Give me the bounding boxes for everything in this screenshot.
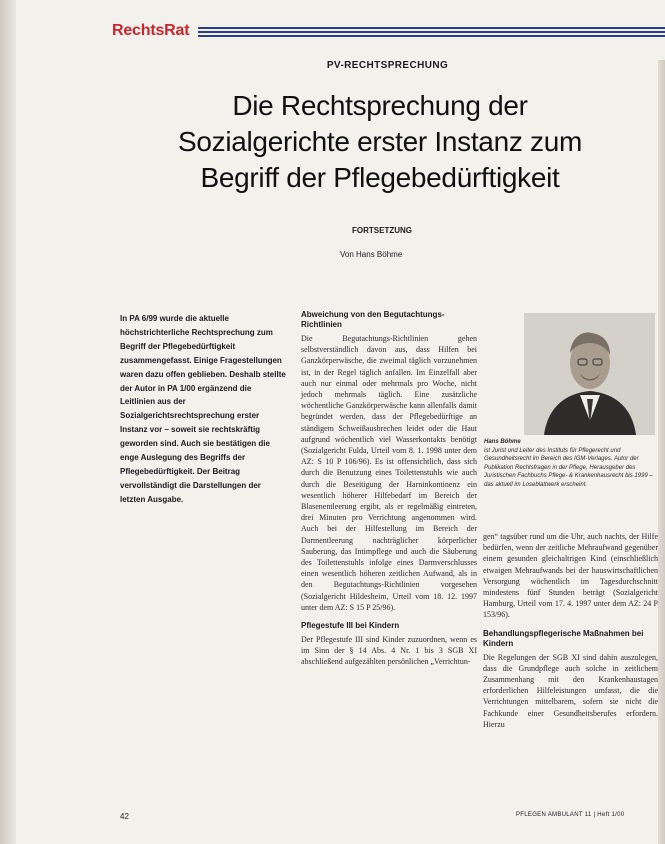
subheading: Behandlungspflegerische Maßnahmen bei Kindern <box>483 628 644 648</box>
author-photo <box>524 313 655 435</box>
header-rule <box>198 35 665 37</box>
subheading: Pflegestufe III bei Kindern <box>301 621 400 631</box>
body-paragraph: Der Pflegestufe III sind Kinder zuzuordnen, wenn es im Sinn der § 14 Abs. 4 Nr. 1 bis 3 SGB XI abschließend aufgezählten persönlichen „Verrichtun- <box>301 635 477 667</box>
journal-footer: PFLEGEN AMBULANT 11 | Heft 1/00 <box>516 812 625 818</box>
byline: Von Hans Böhme <box>340 250 403 259</box>
header-rule <box>198 31 665 33</box>
body-paragraph: Die Begutachtungs-Richtlinien gehen selbstverständlich davon aus, dass Hilfen bei Ganzkörperwäsche, die zweimal täglich vorzunehmen ist, in der Regel täglich anfallen. Im Einzelfall aber auch nur einmal oder mehrmals pro Woche, nicht jedoch mehrmals täglich. Eine zusätzliche wöchentliche Ganzkörperwäsche kann allenfalls damit begründet werden, dass der Pflegebedürftige an ständigem Schweißausbrechen leidet oder die Haut aufgrund wöchentlich viel Wasserkontakts benötigt (Sozialgericht Fulda, Urteil vom 8. 1. 1998 unter dem AZ: S 10 P 106/96). Es ist offensichtlich, dass sich durch die Benutzung eines Toilettenstuhls wie auch durch die Beseitigung der Harninkontinenz ein wesentlich höherer Hilfebedarf im Bereich der Blasenentleerung ergibt, als er regelmäßig eintreten, drei Minuten pro Verrichtung angenommen wird. Auch bei der Hilfestellung im Bereich der Darmentleerung nachträglicher körperlicher Sauberung, das Intimpflege und auch die Säuberung des Toilettenstuhls infolge eines Darmverschlusses einen wesentlich höheren zeitlichen Aufwand, als in den Begutachtungs-Richtlinien vorgesehen (Sozialgericht Hildesheim, Urteil vom 18. 12. 1997 unter dem AZ: S 15 P 25/96). <box>301 334 477 612</box>
body-paragraph: gen“ tagsüber rund um die Uhr, auch nachts, der Hilfe bedürfen, wenn der zeitliche Mehraufwand gegenüber einem gesunden gleichaltrigen Kind (einschließlich etwaigen Mehraufwands bei der hauswirtschaftlichen Versorgung wöchentlich im Tagesdurchschnitt mindestens fünf Stunden beträgt (Sozialgericht Hamburg, Urteil vom 17. 4. 1997 unter dem AZ: 24 P 153/96). <box>483 532 658 620</box>
article-title <box>120 88 640 196</box>
subheading: Abweichung von den Begutachtungs-Richtlinien <box>301 310 445 329</box>
column-right <box>483 531 658 730</box>
column-middle <box>301 310 477 668</box>
page-gutter <box>0 0 16 844</box>
section-label: PV-RECHTSPRECHUNG <box>326 60 449 71</box>
header-rule <box>198 27 665 29</box>
caption-text: ist Jurist und Leiter des Instituts für Pflegerecht und Gesundheitsrecht im Bereich des IGM-Verlages. Autor der Publikation Rechtsfragen in der Pflege, Herausgeber des Juristischen Fachbuchs Pflege- & Krankenhausrecht bis 1999 – das aktuell im Loseblattwerk erscheint. <box>484 447 653 488</box>
continuation-label: FORTSETZUNG <box>352 226 412 235</box>
page-edge <box>658 60 665 844</box>
body-paragraph: Die Regelungen der SGB XI sind dahin auszulegen, dass die Grundpflege auch solche in zeitlichem Zusammenhang mit den Krankenhaustagen erforderlichen Hilfeleistungen umfasst, die die Verrichtungen mittelbarem, sofern sie nicht die Fachkunde einer Gesundheitsberufes erfordern. Hierzu <box>483 652 658 729</box>
title-line: Sozialgerichte erster Instanz zum <box>177 126 583 157</box>
photo-caption <box>484 438 658 490</box>
portrait-image <box>524 313 655 435</box>
caption-name: Hans Böhme <box>484 439 521 445</box>
header <box>112 22 665 44</box>
title-line: Die Rechtsprechung der <box>232 90 528 121</box>
title-line: Begriff der Pflegebedürftigkeit <box>200 162 560 193</box>
brand-logo: RechtsRat <box>112 22 190 39</box>
page-number: 42 <box>120 812 129 821</box>
intro-text: In PA 6/99 wurde die aktuelle höchstrichterliche Rechtsprechung zum Begriff der Pflegebedürftigkeit zusammengefasst. Einige Fragestellungen waren dazu offen geblieben. Deshalb stellte der Autor in PA 1/00 ergänzend die Leitlinien aus der Sozialgerichtsrechtsprechung erster Instanz vor – soweit sie rechtskräftig geworden sind. Auch sie bestätigen die enge Auslegung des Begriffs der Pflegebedürftigkeit. Der Beitrag vervollständigt die Darstellungen der letzten Ausgabe. <box>120 314 286 504</box>
